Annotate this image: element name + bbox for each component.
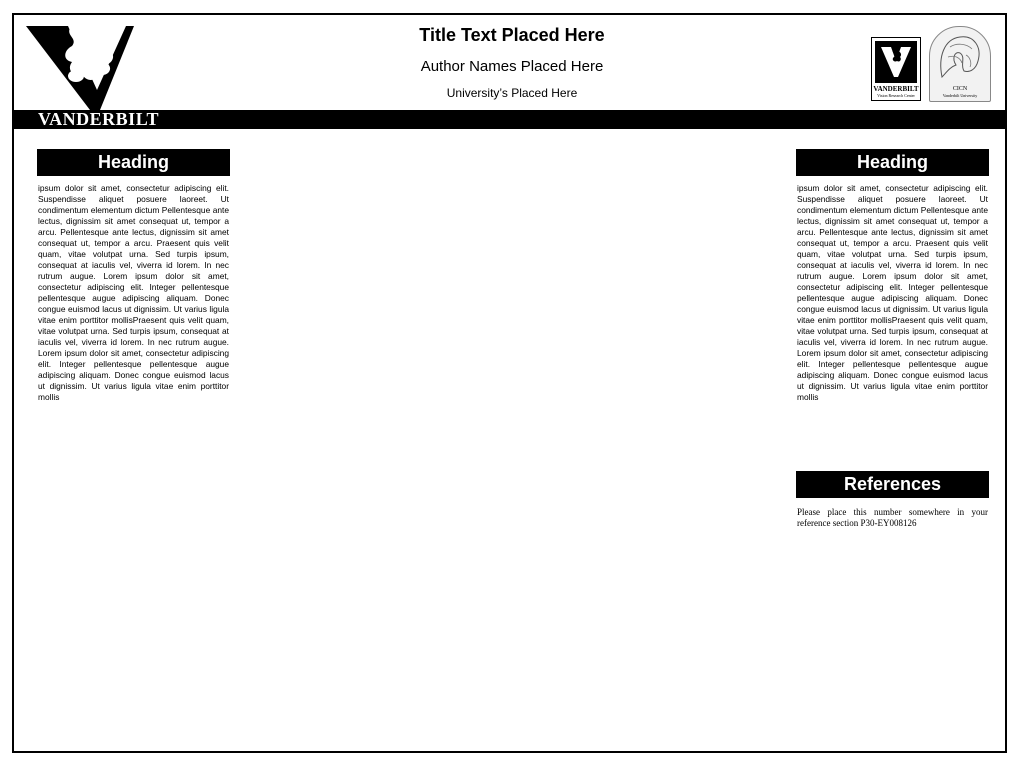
- cicn-logo: [929, 26, 991, 102]
- cicn-emblem: [930, 27, 990, 85]
- references-heading: References: [796, 471, 989, 498]
- vanderbilt-wordmark: VANDERBILT: [38, 109, 160, 129]
- cicn-logo-name: CICN: [952, 86, 968, 92]
- vrc-logo-name: VANDERBILT: [873, 85, 919, 93]
- references-text: Please place this number somewhere in your reference section P30-EY008126: [797, 507, 988, 528]
- poster-title: Title Text Placed Here: [419, 25, 605, 45]
- left-body-text: ipsum dolor sit amet, consectetur adipiscing elit. Suspendisse aliquet posuere laoreet. Ut condimentum elementum dictum Pellentesque ante lectus, dignissim sit amet consequat ut, tempor a arcu. Pellentesque ante lectus, dignissim sit amet consequat ut, tempor a arcu. Praesent quis velit quam, vitae volutpat urna. Sed turpis ipsum, consequat at iaculis vel, viverra id lorem. In nec rutrum augue. Lorem ipsum dolor sit amet, consectetur adipiscing elit. Integer pellentesque pellentesque augue adipiscing aliquam. Donec congue euismod lacus ut dignissim. Ut varius ligula vitae enim porttitor mollisPraesent quis velit quam, vitae volutpat urna. Sed turpis ipsum, consequat at iaculis vel, viverra id lorem. In nec rutrum augue. Lorem ipsum dolor sit amet, consectetur adipiscing elit. Integer pellentesque pellentesque augue adipiscing aliquam. Donec congue euismod lacus ut dignissim. Ut varius ligula vitae enim porttitor mollis: [38, 183, 229, 402]
- right-heading: Heading: [796, 149, 989, 176]
- right-body-text: ipsum dolor sit amet, consectetur adipiscing elit. Suspendisse aliquet posuere laoreet. Ut condimentum elementum dictum Pellentesque ante lectus, dignissim sit amet consequat ut, tempor a arcu. Pellentesque ante lectus, dignissim sit amet consequat ut, tempor a arcu. Praesent quis velit quam, vitae volutpat urna. Sed turpis ipsum, consequat at iaculis vel, viverra id lorem. In nec rutrum augue. Lorem ipsum dolor sit amet, consectetur adipiscing elit. Integer pellentesque pellentesque augue adipiscing aliquam. Donec congue euismod lacus ut dignissim. Ut varius ligula vitae enim porttitor mollisPraesent quis velit quam, vitae volutpat urna. Sed turpis ipsum, consequat at iaculis vel, viverra id lorem. In nec rutrum augue. Lorem ipsum dolor sit amet, consectetur adipiscing elit. Integer pellentesque pellentesque augue adipiscing aliquam. Donec congue euismod lacus ut dignissim. Ut varius ligula vitae enim porttitor mollis: [797, 183, 988, 402]
- vrc-emblem: [875, 41, 917, 83]
- vrc-logo-subtitle: Vision Research Center: [877, 93, 915, 98]
- university-names: University’s Placed Here: [446, 86, 578, 100]
- cicn-logo-subtitle: Vanderbilt University: [942, 93, 978, 98]
- vision-research-center-logo: [871, 37, 921, 101]
- author-names: Author Names Placed Here: [420, 58, 604, 75]
- left-heading: Heading: [37, 149, 230, 176]
